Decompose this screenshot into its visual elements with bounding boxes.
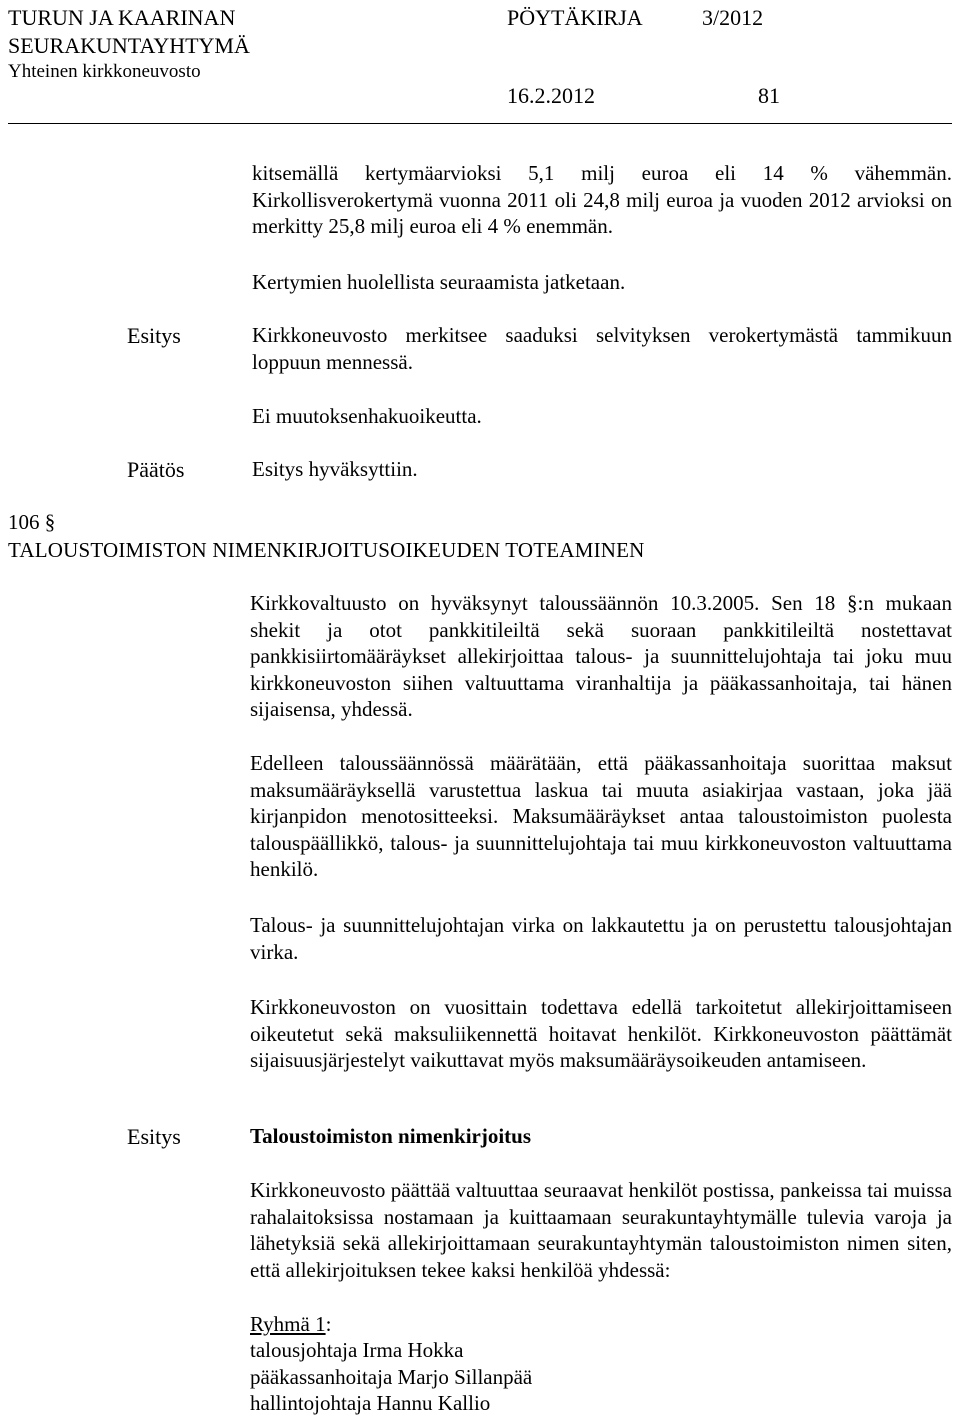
esitys-label-1: Esitys	[127, 323, 181, 348]
header-doc-type: PÖYTÄKIRJA	[507, 5, 643, 30]
group-colon: :	[325, 1312, 332, 1336]
esitys-heading: Taloustoimiston nimenkirjoitus	[250, 1124, 532, 1148]
member-3: hallintojohtaja Hannu Kallio	[250, 1391, 491, 1415]
header-doc-number: 3/2012	[702, 5, 764, 30]
section-paragraph-2: Edelleen taloussäännössä määrätään, että pääkassanhoitaja suorittaa maksut maksumääräyksellä varustettua laskua tai muuta asiakirjaa vastaan, joka jää kirjanpidon menotositteeksi. Maksumääräykset antaa taloustoimiston puolesta talouspäällikkö, talous- ja suunnittelujohtaja tai muu kirkkoneuvoston valtuuttama henkilö.	[250, 751, 952, 881]
header-divider	[8, 123, 952, 124]
group-heading	[250, 1311, 331, 1338]
esitys-label-2: Esitys	[127, 1124, 181, 1149]
header-org-line1: TURUN JA KAARINAN	[8, 5, 236, 30]
member-1: talousjohtaja Irma Hokka	[250, 1338, 464, 1362]
header-org-line2: SEURAKUNTAYHTYMÄ	[8, 33, 250, 58]
section-title: TALOUSTOIMISTON NIMENKIRJOITUSOIKEUDEN TOTEAMINEN	[8, 538, 645, 562]
member-list	[250, 1337, 532, 1417]
appeal-note: Ei muutoksenhakuoikeutta.	[252, 404, 482, 428]
section-paragraph-3: Talous- ja suunnittelujohtajan virka on lakkautettu ja on perustettu talousjohtajan virka.	[250, 913, 952, 964]
paatos-text: Esitys hyväksyttiin.	[252, 457, 418, 481]
section-paragraph-4: Kirkkoneuvoston on vuosittain todettava edellä tarkoitetut allekirjoittamiseen oikeutetut sekä maksuliikennettä hoitavat henkilöt. Kirkkoneuvoston päättämät sijaisuusjärjestelyt vaikuttavat myös maksumääräysoikeuden antamiseen.	[250, 995, 952, 1072]
esitys-text-1: Kirkkoneuvosto merkitsee saaduksi selvityksen verokertymästä tammikuun loppuun mennessä.	[252, 323, 952, 374]
header-page-number: 81	[758, 83, 780, 108]
section-paragraph-1: Kirkkovaltuusto on hyväksynyt taloussäännön 10.3.2005. Sen 18 §:n mukaan shekit ja otot pankkitileiltä sekä suoraan pankkitileiltä nostettavat pankkisiirtomääräykset allekirjoittaa talous- ja suunnittelujohtaja tai joku muu kirkkoneuvoston siihen valtuuttama viranhaltija ja pääkassanhoitaja, tai hänen sijaisensa, yhdessä.	[250, 591, 952, 721]
header-date: 16.2.2012	[507, 83, 595, 108]
group-label: Ryhmä 1	[250, 1312, 326, 1336]
paatos-label: Päätös	[127, 457, 185, 482]
section-number: 106 §	[8, 510, 56, 534]
top-paragraph-1: kitsemällä kertymäarvioksi 5,1 milj euroa eli 14 % vähemmän. Kirkollisverokertymä vuonna 2011 oli 24,8 milj euroa ja vuoden 2012 arvioksi on merkitty 25,8 milj euroa eli 4 % enemmän.	[252, 161, 952, 238]
top-paragraph-2: Kertymien huolellista seuraamista jatketaan.	[252, 270, 626, 294]
member-2: pääkassanhoitaja Marjo Sillanpää	[250, 1364, 533, 1389]
section-paragraph-5: Kirkkoneuvosto päättää valtuuttaa seuraavat henkilöt postissa, pankeissa tai muissa rahalaitoksissa nostamaan ja kuittaamaan seurakuntayhtymälle tulevia varoja ja lähetyksiä sekä allekirjoittamaan seurakuntayhtymän taloustoimiston nimen siten, että allekirjoituksen tekee kaksi henkilöä yhdessä:	[250, 1178, 952, 1282]
header-org-line3: Yhteinen kirkkoneuvosto	[8, 61, 201, 82]
